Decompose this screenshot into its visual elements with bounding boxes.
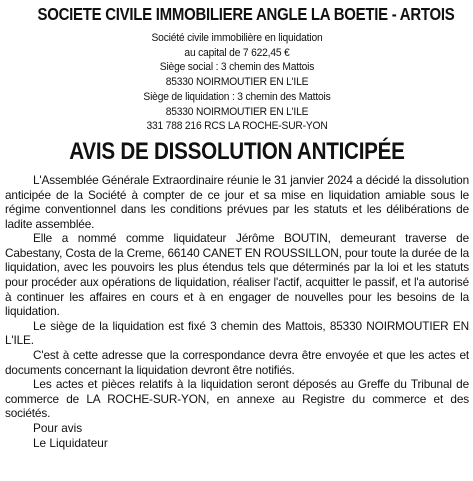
notice-body [5, 173, 469, 421]
company-title: SOCIETE CIVILE IMMOBILIERE ANGLE LA BOETIE - ARTOIS [37, 4, 455, 24]
legal-notice [5, 3, 469, 450]
company-capital: au capital de 7 622,45 € [184, 46, 290, 59]
paragraph-filing: Les actes et pièces relatifs à la liquidation seront déposés au Greffe du Tribunal de commerce de LA ROCHE-SUR-YON, en annexe au Registre du commerce et des sociétés. [5, 377, 469, 421]
company-legal-form: Société civile immobilière en liquidation [151, 32, 323, 44]
paragraph-correspondence: C'est à cette adresse que la correspondance devra être envoyée et que les actes et documents concernant la liquidation devront être notifiés. [5, 348, 469, 377]
liquidation-office: Siège de liquidation : 3 chemin des Mattois [143, 90, 331, 103]
liquidation-office-city: 85330 NOIRMOUTIER EN L'ILE [165, 105, 309, 118]
registered-office: Siège social : 3 chemin des Mattois [159, 61, 315, 74]
notice-heading: AVIS DE DISSOLUTION ANTICIPÉE [69, 137, 405, 165]
paragraph-liquidator: Elle a nommé comme liquidateur Jérôme BOUTIN, demeurant traverse de Cabestany, Costa de la Creme, 66140 CANET EN ROUSSILLON, pour toute la durée de la liquidation, avec les pouvoirs les plus étendus tels que déterminés par la loi et les statuts pour procéder aux opérations de liquidation, réaliser l'actif, acquitter le passif, et l'a autorisé à continuer les affaires en cours et à en engager de nouvelles pour les besoins de la liquidation. [5, 231, 469, 319]
company-details [5, 31, 469, 134]
paragraph-dissolution: L'Assemblée Générale Extraordinaire réunie le 31 janvier 2024 a décidé la dissolution anticipée de la Société à compter de ce jour et sa mise en liquidation amiable sous le régime conventionnel dans les conditions prévues par les statuts et les délibérations de ladite assemblée. [5, 172, 469, 231]
paragraph-liquidation-seat: Le siège de la liquidation est fixé 3 chemin des Mattois, 85330 NOIRMOUTIER EN L'ILE. [5, 318, 469, 348]
registered-office-city: 85330 NOIRMOUTIER EN L'ILE [165, 76, 309, 89]
signoff-signatory: Le Liquidateur [33, 435, 108, 450]
signoff-closing: Pour avis [33, 421, 83, 436]
rcs-number: 331 788 216 RCS LA ROCHE-SUR-YON [146, 120, 328, 133]
signoff [5, 421, 469, 450]
